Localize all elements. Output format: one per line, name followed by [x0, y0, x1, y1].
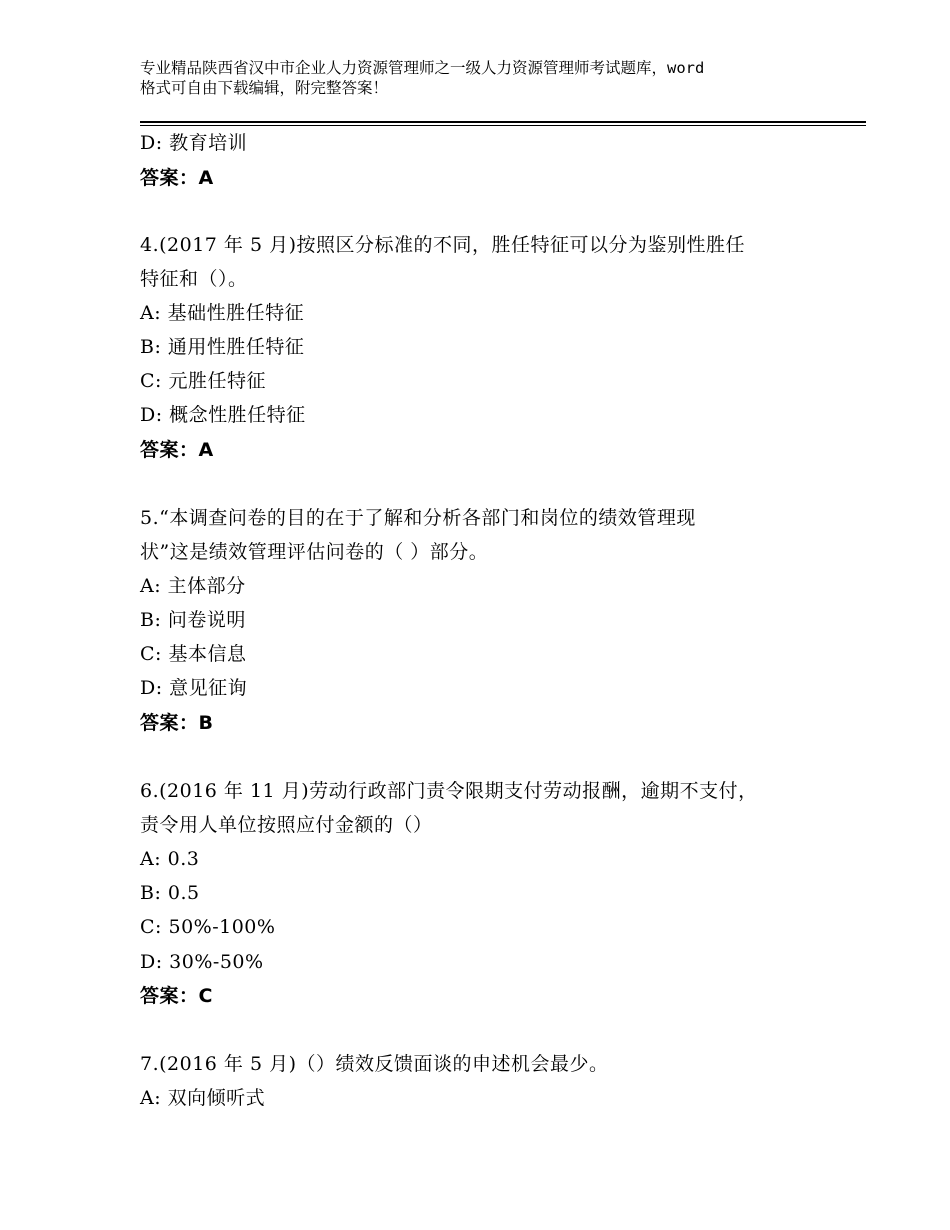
prev-answer: 答案：A — [140, 167, 214, 189]
q6-stem-line-1: 6.(2016 年 11 月)劳动行政部门责令限期支付劳动报酬，逾期不支付， — [140, 780, 758, 802]
q4-stem-line-2: 特征和（）。 — [140, 268, 248, 290]
q5-stem-line-2: 状”这是绩效管理评估问卷的（ ）部分。 — [140, 541, 489, 563]
q4-option-b: B: 通用性胜任特征 — [140, 336, 305, 358]
q4-option-c: C: 元胜任特征 — [140, 370, 266, 392]
q7-stem-line-1: 7.(2016 年 5 月)（）绩效反馈面谈的申述机会最少。 — [140, 1053, 609, 1075]
q5-option-c: C: 基本信息 — [140, 643, 247, 665]
header-line-1: 专业精品陕西省汉中市企业人力资源管理师之一级人力资源管理师考试题库，word — [140, 59, 705, 77]
q7-option-a: A: 双向倾听式 — [140, 1087, 266, 1109]
q6-option-a: A: 0.3 — [140, 848, 200, 870]
q5-option-d: D: 意见征询 — [140, 677, 248, 699]
q6-option-b: B: 0.5 — [140, 882, 200, 904]
q5-stem-line-1: 5.“本调查问卷的目的在于了解和分析各部门和岗位的绩效管理现 — [140, 507, 696, 529]
q6-option-d: D: 30%-50% — [140, 951, 264, 973]
q6-answer: 答案：C — [140, 985, 213, 1007]
q4-option-d: D: 概念性胜任特征 — [140, 404, 306, 426]
q6-stem-line-2: 责令用人单位按照应付金额的（） — [140, 814, 433, 836]
q6-option-c: C: 50%-100% — [140, 916, 276, 938]
q4-answer: 答案：A — [140, 439, 214, 461]
header-line-2: 格式可自由下载编辑，附完整答案！ — [140, 79, 389, 97]
document-header — [140, 58, 840, 98]
prev-option-d: D: 教育培训 — [140, 132, 248, 154]
q4-option-a: A: 基础性胜任特征 — [140, 302, 305, 324]
header-rule-thin — [140, 125, 866, 126]
q5-answer: 答案：B — [140, 712, 214, 734]
q5-option-a: A: 主体部分 — [140, 575, 246, 597]
header-rule-thick — [140, 121, 866, 123]
q5-option-b: B: 问卷说明 — [140, 609, 246, 631]
q4-stem-line-1: 4.(2017 年 5 月)按照区分标准的不同，胜任特征可以分为鉴别性胜任 — [140, 234, 746, 256]
